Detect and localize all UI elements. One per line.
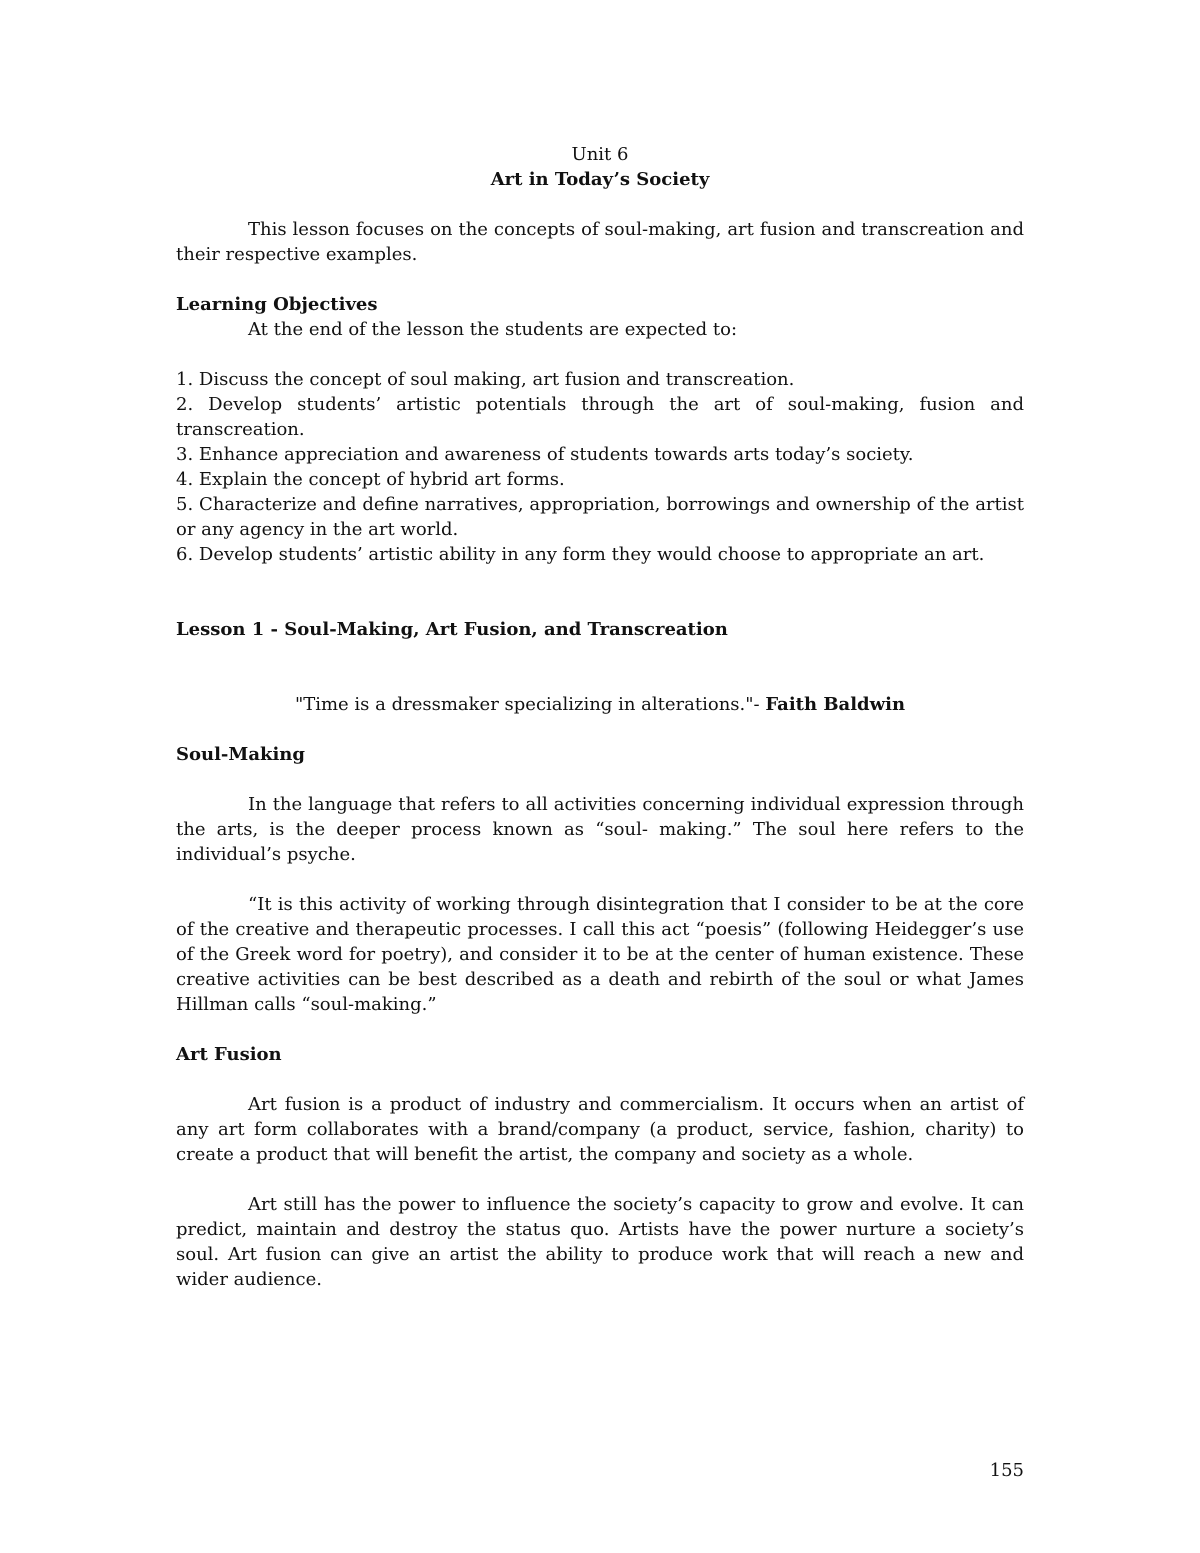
spacer — [176, 867, 1024, 892]
spacer — [176, 1067, 1024, 1092]
objectives-lead: At the end of the lesson the students are expected to: — [248, 319, 738, 340]
art-fusion-paragraph: Art fusion is a product of industry and commercialism. It occurs when an artist of any art form collaborates with a brand/company (a product, service, fashion, charity) to create a product that will benefit the artist, the company and society as a whole. — [176, 1094, 1024, 1165]
spacer — [176, 717, 1024, 742]
spacer — [176, 1167, 1024, 1192]
spacer — [176, 192, 1024, 217]
art-fusion-heading: Art Fusion — [176, 1044, 282, 1065]
unit-label: Unit 6 — [571, 144, 629, 165]
objective-item: 2. Develop students’ artistic potentials through the art of soul-making, fusion and transcreation. — [176, 394, 1024, 440]
lesson-heading: Lesson 1 - Soul-Making, Art Fusion, and Transcreation — [176, 619, 728, 640]
objective-item: 4. Explain the concept of hybrid art forms. — [176, 469, 565, 490]
spacer — [176, 1017, 1024, 1042]
spacer — [176, 567, 1024, 617]
objective-item: 5. Characterize and define narratives, appropriation, borrowings and ownership of the artist or any agency in the art world. — [176, 494, 1024, 540]
page-number: 155 — [989, 1460, 1024, 1481]
art-fusion-paragraph: Art still has the power to influence the society’s capacity to grow and evolve. It can predict, maintain and destroy the status quo. Artists have the power nurture a society’s soul. Art fusion can give an artist the ability to produce work that will reach a new and wider audience. — [176, 1194, 1024, 1290]
epigraph-quote — [176, 692, 1024, 717]
document-page — [176, 142, 1024, 1292]
soul-making-paragraph: In the language that refers to all activities concerning individual expression through the arts, is the deeper process known as “soul- making.” The soul here refers to the individual’s psyche. — [176, 794, 1024, 865]
soul-making-paragraph: “It is this activity of working through disintegration that I consider to be at the core of the creative and therapeutic processes. I call this act “poesis” (following Heidegger’s use of the Greek word for poetry), and consider it to be at the center of human existence. These creative activities can be best described as a death and rebirth of the soul or what James Hillman calls “soul-making.” — [176, 894, 1024, 1015]
objectives-list — [176, 367, 1024, 567]
quote-author: Faith Baldwin — [765, 694, 906, 715]
spacer — [176, 342, 1024, 367]
objectives-heading: Learning Objectives — [176, 294, 378, 315]
objective-item: 1. Discuss the concept of soul making, art fusion and transcreation. — [176, 369, 795, 390]
quote-text: "Time is a dressmaker specializing in alterations."- — [294, 694, 766, 715]
spacer — [176, 267, 1024, 292]
objective-item: 3. Enhance appreciation and awareness of students towards arts today’s society. — [176, 444, 914, 465]
unit-title: Art in Today’s Society — [490, 169, 710, 190]
spacer — [176, 767, 1024, 792]
intro-paragraph: This lesson focuses on the concepts of soul-making, art fusion and transcreation and their respective examples. — [176, 219, 1024, 265]
soul-making-heading: Soul-Making — [176, 744, 305, 765]
objective-item: 6. Develop students’ artistic ability in any form they would choose to appropriate an art. — [176, 544, 985, 565]
spacer — [176, 642, 1024, 692]
